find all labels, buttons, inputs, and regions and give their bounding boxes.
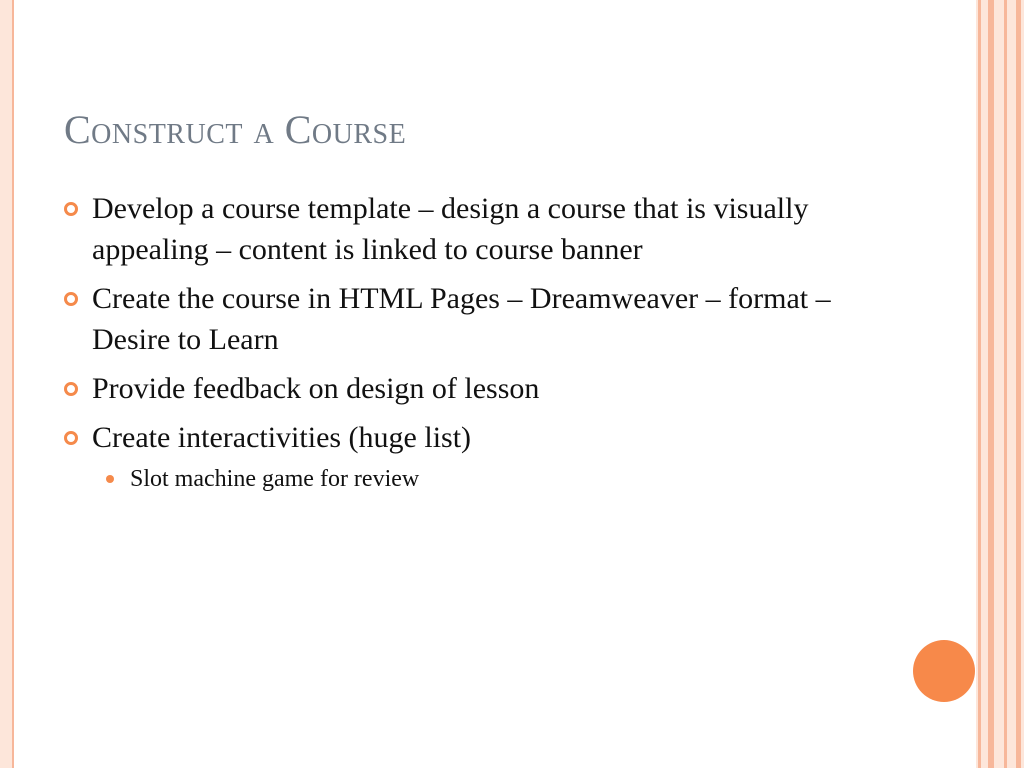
ring-bullet-icon [64,431,78,445]
stripe [1016,0,1021,768]
bullet-text: Develop a course template – design a course that is visually appealing – content is linked to course banner [92,192,809,266]
sub-bullet-list [92,462,874,496]
ring-bullet-icon [64,292,78,306]
sub-list-item [106,462,874,496]
list-item [64,417,874,496]
left-border [0,0,12,768]
stripe [988,0,994,768]
right-decorative-stripes [976,0,1024,768]
slide-title: Construct a Course [64,107,407,152]
stripe [1004,0,1007,768]
bullet-text: Provide feedback on design of lesson [92,372,540,405]
bullet-text: Create interactivities (huge list) [92,421,472,454]
stripe [978,0,981,768]
list-item [64,368,874,409]
list-item [64,278,874,360]
bullet-text: Create the course in HTML Pages – Dreamweaver – format – Desire to Learn [92,282,831,356]
list-item [64,188,874,270]
ring-bullet-icon [64,202,78,216]
ring-bullet-icon [64,382,78,396]
decorative-circle [913,640,975,702]
bullet-list [64,188,874,504]
dot-bullet-icon [106,475,114,483]
sub-bullet-text: Slot machine game for review [130,466,420,492]
